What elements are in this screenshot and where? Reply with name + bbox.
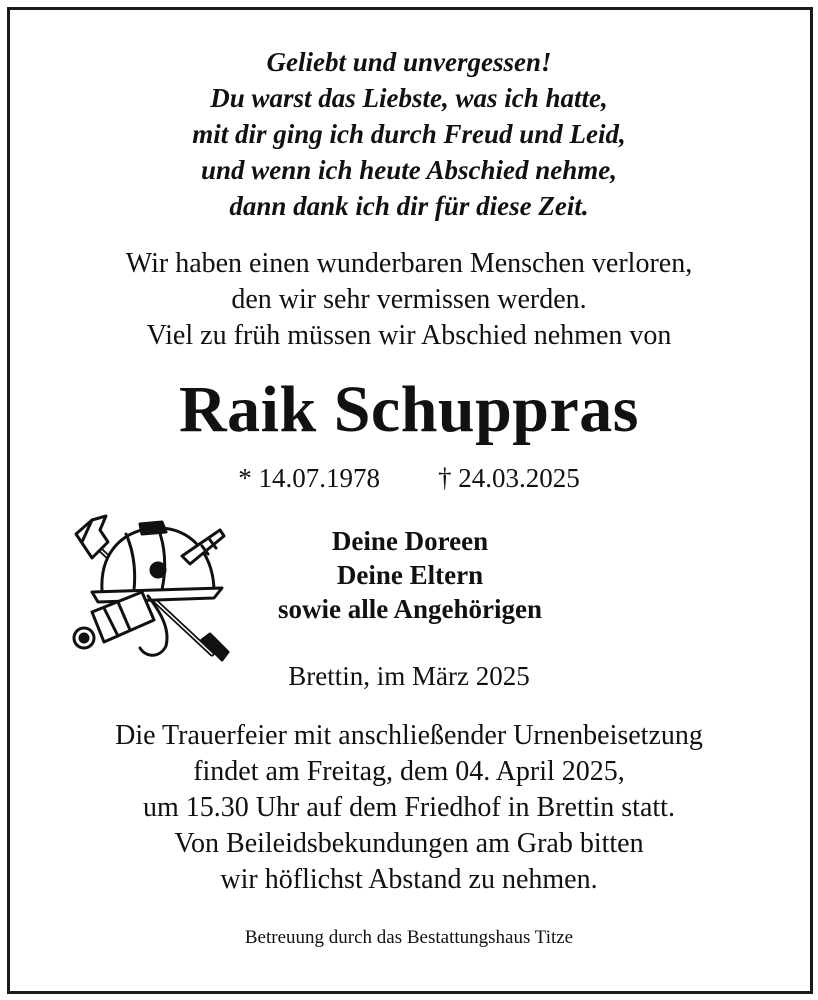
signers <box>160 524 660 626</box>
signer-line: sowie alle Angehörigen <box>278 594 542 624</box>
signer-line: Deine Doreen <box>331 526 489 556</box>
service-line: Die Trauerfeier mit anschließender Urnenbeisetzung <box>115 720 703 751</box>
life-dates <box>0 460 818 496</box>
place-date: Brettin, im März 2025 <box>288 661 530 691</box>
undertaker-credit: Betreuung durch das Bestattungshaus Titze <box>244 927 574 948</box>
service-info <box>0 718 818 898</box>
service-line: Von Beileidsbekundungen am Grab bitten <box>174 828 644 859</box>
poem-line: Geliebt und unvergessen! <box>266 47 552 77</box>
signer-line: Deine Eltern <box>336 560 484 590</box>
poem-line: dann dank ich dir für diese Zeit. <box>229 191 589 221</box>
service-line: wir höflichst Abstand zu nehmen. <box>220 864 598 895</box>
intro-line: Wir haben einen wunderbaren Menschen verloren, <box>125 248 693 279</box>
birth-date: * 14.07.1978 <box>238 463 380 493</box>
deceased-name: Raik Schuppras <box>178 373 639 446</box>
intro-line: Viel zu früh müssen wir Abschied nehmen von <box>146 320 672 351</box>
intro-line: den wir sehr vermissen werden. <box>231 284 587 315</box>
poem-line: mit dir ging ich durch Freud und Leid, <box>192 119 626 149</box>
death-date: † 24.03.2025 <box>438 463 580 493</box>
intro-text <box>0 246 818 354</box>
memorial-poem <box>0 44 818 224</box>
service-line: um 15.30 Uhr auf dem Friedhof in Brettin statt. <box>143 792 675 823</box>
service-line: findet am Freitag, dem 04. April 2025, <box>193 756 625 787</box>
poem-line: und wenn ich heute Abschied nehme, <box>200 155 618 185</box>
poem-line: Du warst das Liebste, was ich hatte, <box>210 83 608 113</box>
